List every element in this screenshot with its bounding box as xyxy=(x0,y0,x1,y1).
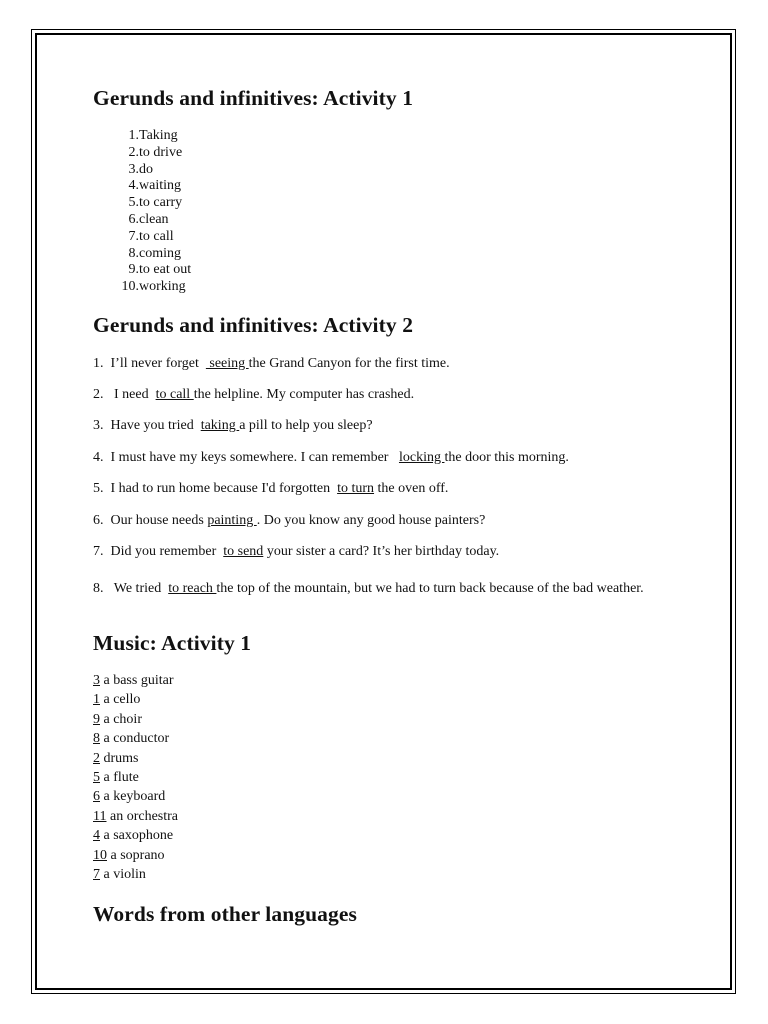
answer-blank: to send xyxy=(223,544,264,559)
sentence-6: 6. Our house needs painting . Do you know any good house painters? xyxy=(93,513,486,528)
activity2-heading: Gerunds and infinitives: Activity 2 xyxy=(93,313,414,337)
answer-blank: to turn xyxy=(337,481,375,496)
sentence-4: 4. I must have my keys somewhere. I can remember locking the door this morning. xyxy=(93,450,569,465)
list-item: 4. waiting xyxy=(128,178,181,194)
list-item: 9. to eat out xyxy=(128,262,192,278)
sentence-2: 2. I need to call the helpline. My computer has crashed. xyxy=(93,387,415,402)
music-list xyxy=(93,671,178,884)
list-item: 7 a violin xyxy=(93,866,146,882)
music-heading: Music: Activity 1 xyxy=(93,631,252,655)
list-item: 2 drums xyxy=(93,750,139,766)
answer-blank: locking xyxy=(398,450,445,465)
sentence-7: 7. Did you remember to send your sister a card? It’s her birthday today. xyxy=(93,544,500,559)
answer-blank: seeing xyxy=(205,356,249,371)
list-item: 1. Taking xyxy=(128,128,178,143)
activity1-heading: Gerunds and infinitives: Activity 1 xyxy=(93,86,414,110)
list-item: 3 a bass guitar xyxy=(93,673,174,688)
list-item: 10 a soprano xyxy=(93,847,165,863)
list-item: 8. coming xyxy=(128,245,181,261)
answer-blank: to call xyxy=(155,387,194,402)
sentence-5: 5. I had to run home because I'd forgotten to turn the oven off. xyxy=(93,481,449,496)
list-item: 1 a cello xyxy=(93,692,141,708)
sentence-1: 1. I’ll never forget seeing the Grand Canyon for the first time. xyxy=(93,356,450,371)
list-item: 9 a choir xyxy=(93,711,142,727)
list-item: 5 a flute xyxy=(93,769,139,785)
list-item: 6. clean xyxy=(128,211,169,227)
list-item: 5. to carry xyxy=(128,195,183,211)
sentence-8: 8. We tried to reach the top of the mountain, but we had to turn back because of the bad weather. xyxy=(93,581,644,596)
sentence-3: 3. Have you tried taking a pill to help you sleep? xyxy=(93,418,373,433)
list-item: 8 a conductor xyxy=(93,731,170,747)
list-item: 10. working xyxy=(121,279,186,295)
list-item: 4 a saxophone xyxy=(93,828,174,844)
answer-blank: to reach xyxy=(168,581,217,596)
list-item: 7. to call xyxy=(128,228,174,244)
list-item: 6 a keyboard xyxy=(93,789,166,805)
list-item: 3. do xyxy=(128,161,153,177)
list-item: 2. to drive xyxy=(128,144,183,160)
answer-blank: painting xyxy=(207,513,257,528)
list-item: 11 an orchestra xyxy=(93,808,179,824)
words-heading: Words from other languages xyxy=(93,902,357,926)
activity1-list xyxy=(93,128,192,296)
answer-blank: taking xyxy=(200,418,240,433)
